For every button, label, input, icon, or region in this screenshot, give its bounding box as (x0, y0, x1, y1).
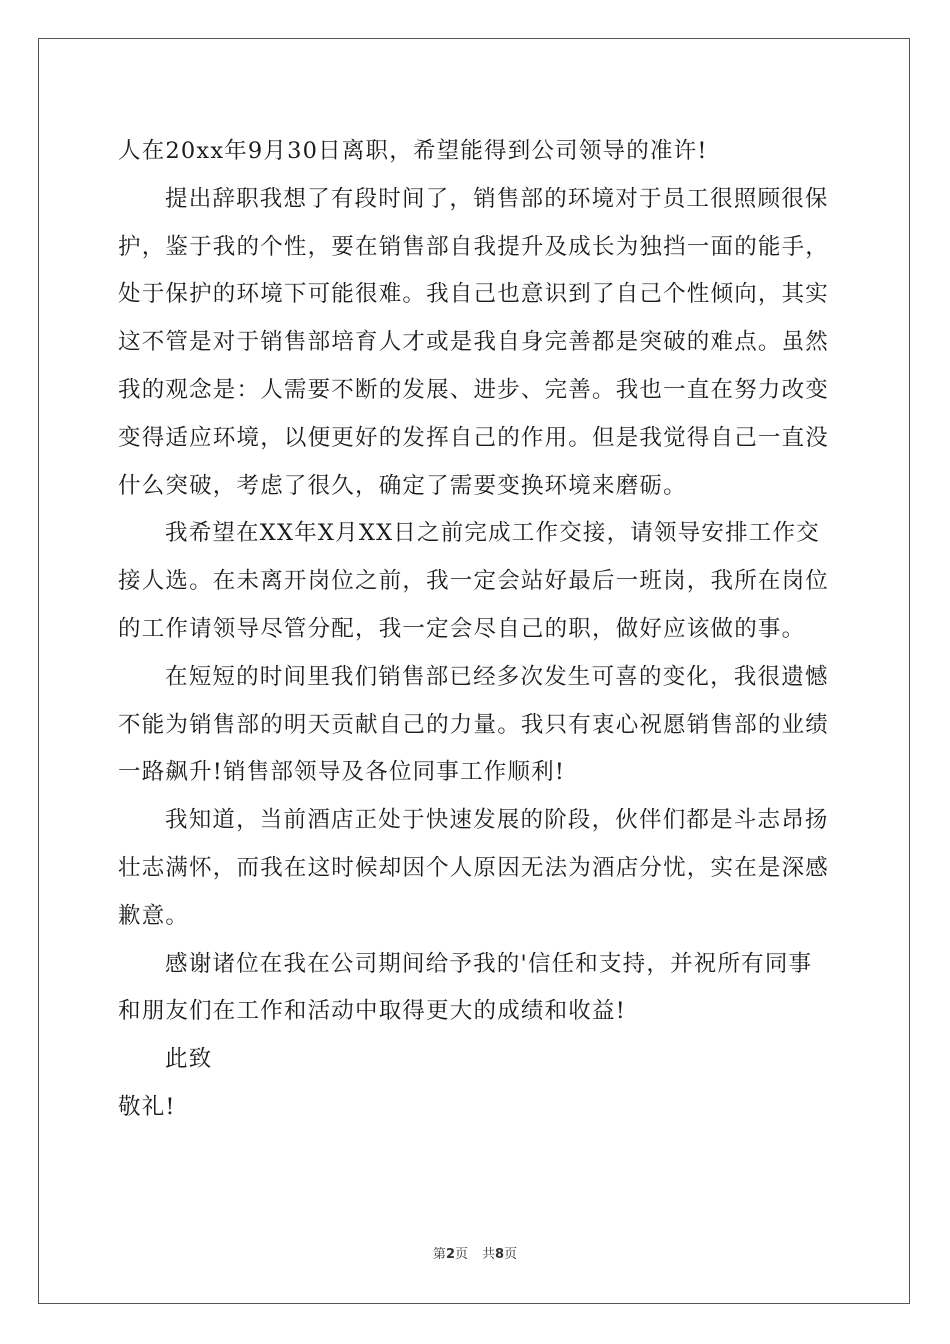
text-line: 的工作请领导尽管分配，我一定会尽自己的职，做好应该做的事。 (118, 615, 806, 642)
page-suffix: 页 (454, 1247, 468, 1262)
text-line: 壮志满怀，而我在这时候却因个人原因无法为酒店分忧，实在是深感 (118, 854, 830, 881)
text-line: 我知道，当前酒店正处于快速发展的阶段，伙伴们都是斗志昂扬 (165, 807, 829, 834)
letter-body (118, 128, 838, 1132)
text-line: 护，鉴于我的个性，要在销售部自我提升及成长为独挡一面的能手， (118, 233, 830, 260)
page-footer (0, 1243, 950, 1262)
text-line: 在短短的时间里我们销售部已经多次发生可喜的变化，我很遗憾 (165, 663, 829, 690)
text-line: 感谢诸位在我在公司期间给予我的'信任和支持，并祝所有同事 (165, 950, 813, 977)
total-suffix: 页 (504, 1247, 518, 1262)
text-line: 这不管是对于销售部培育人才或是我自身完善都是突破的难点。虽然 (118, 329, 830, 356)
text-line: 不能为销售部的明天贡献自己的力量。我只有衷心祝愿销售部的业绩 (118, 711, 830, 738)
page-prefix: 第 (432, 1247, 446, 1262)
text-line: 和朋友们在工作和活动中取得更大的成绩和收益! (118, 998, 626, 1025)
text-line: 我的观念是：人需要不断的发展、进步、完善。我也一直在努力改变 (118, 376, 830, 403)
text-line: 一路飙升!销售部领导及各位同事工作顺利! (118, 759, 566, 786)
text-line: 人在20xx年9月30日离职，希望能得到公司领导的准许! (118, 138, 708, 164)
closing-line: 此致 (165, 1046, 213, 1073)
text-line: 变得适应环境，以便更好的发挥自己的作用。但是我觉得自己一直没 (118, 424, 830, 451)
text-line: 提出辞职我想了有段时间了，销售部的环境对于员工很照顾很保 (165, 185, 829, 212)
page-number: 2 (445, 1247, 455, 1262)
text-line: 我希望在XX年X月XX日之前完成工作交接，请领导安排工作交 (165, 520, 820, 547)
total-prefix: 共 (482, 1247, 496, 1262)
text-line: 什么突破，考虑了很久，确定了需要变换环境来磨砺。 (118, 472, 687, 499)
text-line: 接人选。在未离开岗位之前，我一定会站好最后一班岗，我所在岗位 (118, 568, 830, 595)
text-line: 歉意。 (118, 902, 190, 929)
text-line: 处于保护的环境下可能很难。我自己也意识到了自己个性倾向，其实 (118, 281, 830, 308)
salutation-line: 敬礼! (118, 1093, 176, 1120)
total-pages: 8 (495, 1247, 505, 1262)
